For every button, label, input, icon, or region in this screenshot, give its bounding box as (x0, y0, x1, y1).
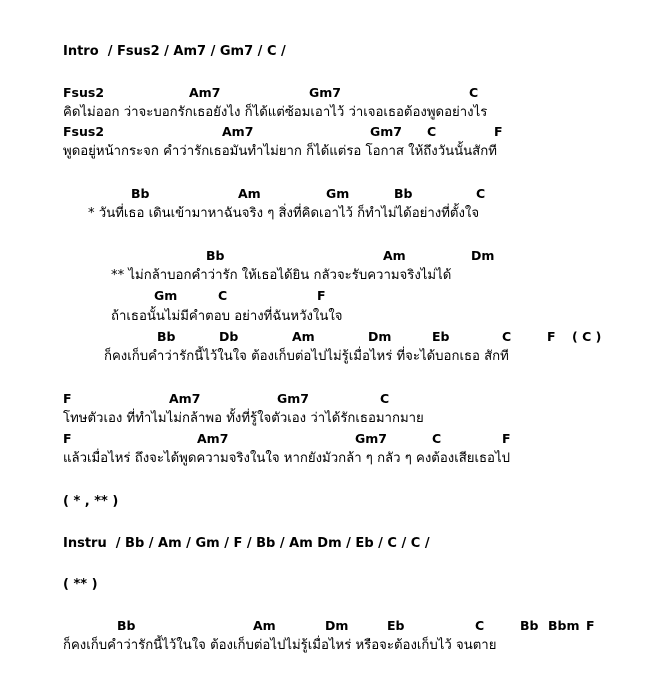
chord: Dm (325, 618, 349, 633)
chorus-b-line1-lyric: ** ไม่กล้าบอกคำว่ารัก ให้เธอได้ยิน กลัวจะรับความจริงไม่ได้ (111, 268, 452, 283)
chord: Bb (394, 186, 413, 201)
chord: Bb (520, 618, 539, 633)
chord: Am (292, 329, 315, 344)
verse2-line1-lyric: โทษตัวเอง ที่ทำไมไม่กล้าพอ ทั้งที่รู้ใจตัวเอง ว่าได้รักเธอมากมาย (63, 411, 424, 426)
chord: Eb (387, 618, 405, 633)
chord: Dm (368, 329, 392, 344)
verse1-line2-lyric: พูดอยู่หน้ากระจก คำว่ารักเธอมันทำไม่ยาก ก็ได้แต่รอ โอกาส ให้ถึงวันนั้นสักที (63, 144, 497, 159)
chord: ( C ) (572, 329, 602, 344)
outro-line1-lyric: ก็คงเก็บคำว่ารักนี้ไว้ในใจ ต้องเก็บต่อไปไม่รู้เมื่อไหร่ หรือจะต้องเก็บไว้ จนตาย (63, 638, 497, 653)
chord: Bb (117, 618, 136, 633)
chorus-b-line3-lyric: ก็คงเก็บคำว่ารักนี้ไว้ในใจ ต้องเก็บต่อไปไม่รู้เมื่อไหร่ ที่จะได้บอกเธอ สักที (104, 349, 509, 364)
chord: Gm7 (309, 85, 341, 100)
chord: Gm (154, 288, 178, 303)
chord: Gm7 (355, 431, 387, 446)
repeat-marker-1: ( * , ** ) (63, 494, 119, 509)
chord: C (218, 288, 228, 303)
verse1-line1-lyric: คิดไม่ออก ว่าจะบอกรักเธอยังไง ก็ได้แต่ซ้อมเอาไว้ ว่าเจอเธอต้องพูดอย่างไร (63, 105, 488, 120)
chord: C (475, 618, 485, 633)
chord: C (432, 431, 442, 446)
chord: F (502, 431, 511, 446)
chord: Gm (326, 186, 350, 201)
chord: Dm (471, 248, 495, 263)
chord: Bb (157, 329, 176, 344)
chord: Am (383, 248, 406, 263)
chord: F (63, 431, 72, 446)
chord: C (502, 329, 512, 344)
chord: Am (238, 186, 261, 201)
chord: Am7 (197, 431, 229, 446)
chord: Fsus2 (63, 85, 105, 100)
chord: F (494, 124, 503, 139)
chord: F (317, 288, 326, 303)
chord: Am7 (189, 85, 221, 100)
chord: Db (219, 329, 239, 344)
chord: C (476, 186, 486, 201)
chord: C (427, 124, 437, 139)
chord: C (380, 391, 390, 406)
chord: Eb (432, 329, 450, 344)
chord: Am7 (169, 391, 201, 406)
chord: Bbm (548, 618, 580, 633)
instru-line: Instru / Bb / Am / Gm / F / Bb / Am Dm / Eb / C / C / (63, 536, 430, 551)
chord: Bb (131, 186, 150, 201)
chord: Bb (206, 248, 225, 263)
chord: Am (253, 618, 276, 633)
chord: C (469, 85, 479, 100)
verse2-line2-lyric: แล้วเมื่อไหร่ ถึงจะได้พูดความจริงในใจ หากยังมัวกล้า ๆ กลัว ๆ คงต้องเสียเธอไป (63, 451, 510, 466)
chord: Fsus2 (63, 124, 105, 139)
chord: F (586, 618, 595, 633)
repeat-marker-2: ( ** ) (63, 577, 98, 592)
chord: Am7 (222, 124, 254, 139)
chord: Gm7 (370, 124, 402, 139)
chord: F (547, 329, 556, 344)
intro-line: Intro / Fsus2 / Am7 / Gm7 / C / (63, 44, 286, 59)
chorus-a-line1-lyric: * วันที่เธอ เดินเข้ามาหาฉันจริง ๆ สิ่งที่คิดเอาไว้ ก็ทำไม่ได้อย่างที่ตั้งใจ (88, 206, 480, 221)
chord: F (63, 391, 72, 406)
chord: Gm7 (277, 391, 309, 406)
chorus-b-line2-lyric: ถ้าเธอนั้นไม่มีคำตอบ อย่างที่ฉันหวังในใจ (111, 309, 343, 324)
